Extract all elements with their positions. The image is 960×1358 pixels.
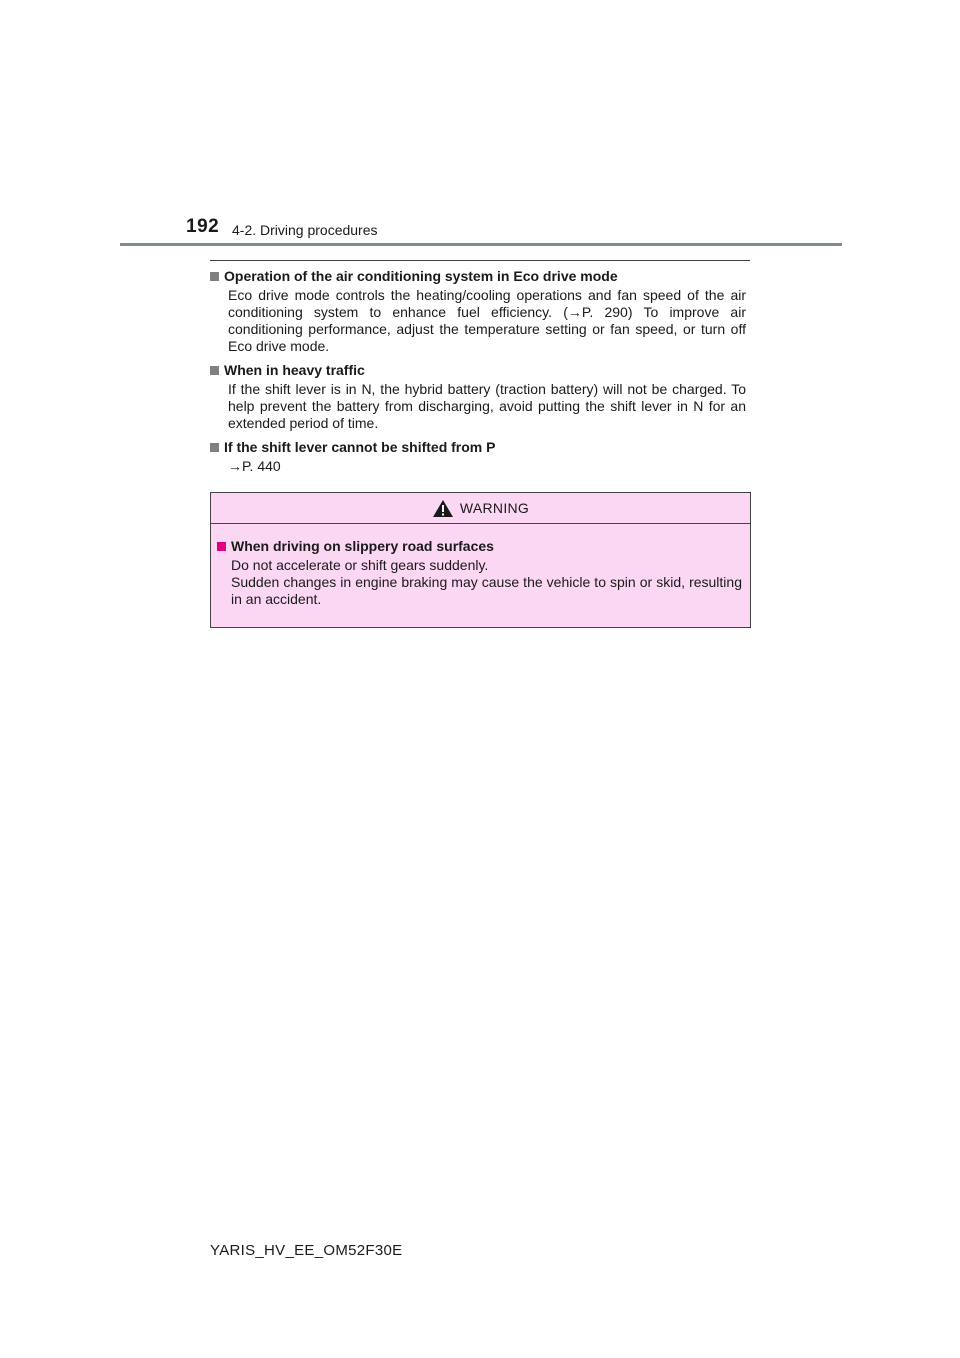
list-item bbox=[210, 438, 746, 475]
content-area bbox=[210, 267, 746, 481]
section-title: 4-2. Driving procedures bbox=[232, 222, 378, 238]
page-reference-link[interactable]: →P. 440 bbox=[228, 458, 281, 474]
warning-line: Do not accelerate or shift gears suddenly. bbox=[231, 557, 489, 573]
item-heading bbox=[210, 267, 746, 285]
item-body: If the shift lever is in N, the hybrid battery (traction battery) will not be charged. To help prevent the battery from discharging, avoid putting the shift lever in N for an extended period of time. bbox=[228, 381, 746, 431]
warning-heading-text: When driving on slippery road surfaces bbox=[231, 538, 494, 554]
square-bullet-icon bbox=[210, 366, 219, 375]
item-body: Eco drive mode controls the heating/cooling operations and fan speed of the air conditioning system to enhance fuel efficiency. (→P. 290) To improve air conditioning performance, adjust the temperature setting or fan speed, or turn off Eco drive mode. bbox=[228, 287, 746, 354]
content-top-rule bbox=[210, 260, 750, 261]
document-code: YARIS_HV_EE_OM52F30E bbox=[210, 1242, 403, 1259]
item-heading-text: Operation of the air conditioning system in Eco drive mode bbox=[224, 268, 618, 284]
warning-label: WARNING bbox=[459, 500, 530, 516]
item-heading-text: If the shift lever cannot be shifted from P bbox=[224, 439, 496, 455]
item-heading bbox=[210, 361, 746, 379]
page-number: 192 bbox=[186, 216, 220, 237]
warning-line: Sudden changes in engine braking may cause the vehicle to spin or skid, resulting in an accident. bbox=[231, 574, 742, 607]
list-item bbox=[210, 267, 746, 355]
warning-body bbox=[211, 524, 750, 608]
item-heading-text: When in heavy traffic bbox=[224, 362, 365, 378]
item-heading bbox=[210, 438, 746, 456]
warning-box bbox=[210, 492, 751, 628]
warning-header bbox=[211, 493, 750, 524]
square-bullet-icon bbox=[217, 542, 226, 551]
warning-heading bbox=[217, 537, 742, 555]
list-item bbox=[210, 361, 746, 432]
header-rule bbox=[120, 243, 842, 246]
warning-triangle-icon bbox=[432, 499, 454, 518]
square-bullet-icon bbox=[210, 443, 219, 452]
square-bullet-icon bbox=[210, 272, 219, 281]
